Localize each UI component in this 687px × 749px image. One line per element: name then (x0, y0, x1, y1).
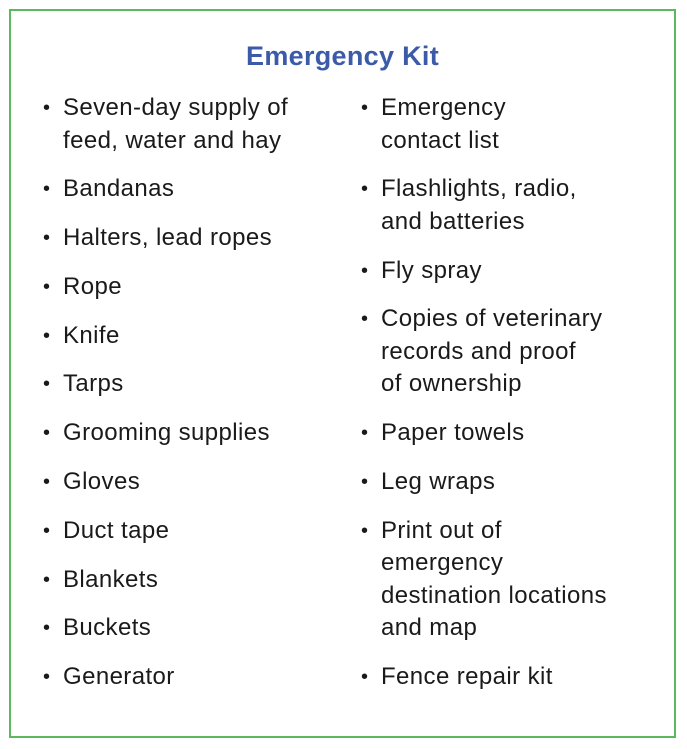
list-item-text-line: emergency (381, 549, 504, 577)
bullet-icon: • (43, 471, 51, 494)
bullet-icon: • (361, 178, 369, 201)
emergency-kit-panel (9, 9, 676, 738)
list-item-text-line: Fly spray (381, 256, 482, 284)
list-item (43, 612, 343, 645)
bullet-icon: • (43, 324, 51, 347)
list-item-text-line: Knife (63, 321, 120, 349)
list-item-text-line: Emergency (381, 94, 506, 121)
bullet-icon: • (361, 259, 369, 282)
list-item-text-line: Paper towels (381, 419, 525, 447)
bullet-icon: • (43, 227, 51, 250)
bullet-icon: • (43, 275, 51, 298)
list-item (43, 661, 343, 694)
list-item (361, 515, 661, 645)
list-item (43, 222, 343, 255)
bullet-icon: • (43, 519, 51, 542)
list-item-text-line: Leg wraps (381, 467, 496, 495)
list-item (43, 271, 343, 304)
right-column-list (361, 92, 661, 710)
bullet-icon: • (361, 97, 369, 119)
bullet-icon: • (43, 422, 51, 445)
list-item-text-line: Blankets (63, 565, 159, 593)
list-item (361, 303, 661, 401)
list-item-text-line: and batteries (381, 207, 525, 235)
list-item-text-line: Duct tape (63, 516, 170, 544)
bullet-icon: • (361, 519, 369, 542)
list-item-text-line: Generator (63, 663, 175, 691)
list-item (43, 515, 343, 548)
list-item (43, 564, 343, 597)
list-item-text-line: Flashlights, radio, (381, 175, 577, 203)
list-item-text-line: contact list (381, 126, 500, 154)
panel-title: Emergency Kit (246, 41, 439, 71)
list-item-text-line: Grooming supplies (63, 419, 270, 447)
list-item-text-line: of ownership (381, 370, 522, 398)
list-item-text-line: records and proof (381, 337, 576, 365)
list-item-text-line: Bandanas (63, 175, 175, 203)
list-item (43, 173, 343, 206)
list-item (43, 320, 343, 353)
list-item (361, 466, 661, 499)
list-item-text-line: Halters, lead ropes (63, 224, 273, 252)
bullet-icon: • (43, 97, 51, 119)
list-item-text-line: Copies of veterinary (381, 305, 603, 333)
list-item-text-line: Rope (63, 272, 122, 300)
list-item (43, 368, 343, 401)
list-item (43, 92, 343, 157)
bullet-icon: • (43, 617, 51, 640)
bullet-icon: • (43, 373, 51, 396)
list-item (361, 661, 661, 694)
bullet-icon: • (43, 666, 51, 689)
bullet-icon: • (43, 178, 51, 201)
list-item (361, 92, 661, 157)
list-item-text-line: destination locations (381, 581, 607, 609)
list-item-text-line: Fence repair kit (381, 663, 553, 691)
list-item (43, 417, 343, 450)
list-item (361, 173, 661, 238)
bullet-icon: • (361, 422, 369, 445)
list-item-text-line: and map (381, 614, 478, 642)
bullet-icon: • (43, 568, 51, 591)
list-item-text-line: Gloves (63, 468, 141, 496)
left-column-list (43, 92, 343, 710)
list-item-text-line: Print out of (381, 516, 502, 544)
list-item-text-line: feed, water and hay (63, 126, 282, 154)
list-item (361, 255, 661, 288)
bullet-icon: • (361, 308, 369, 331)
bullet-icon: • (361, 470, 369, 493)
bullet-icon: • (361, 666, 369, 689)
list-item-text-line: Buckets (63, 614, 152, 642)
list-item-text-line: Tarps (63, 370, 124, 398)
list-item-text-line: Seven-day supply of (63, 94, 289, 121)
list-item (361, 417, 661, 450)
list-item (43, 466, 343, 499)
